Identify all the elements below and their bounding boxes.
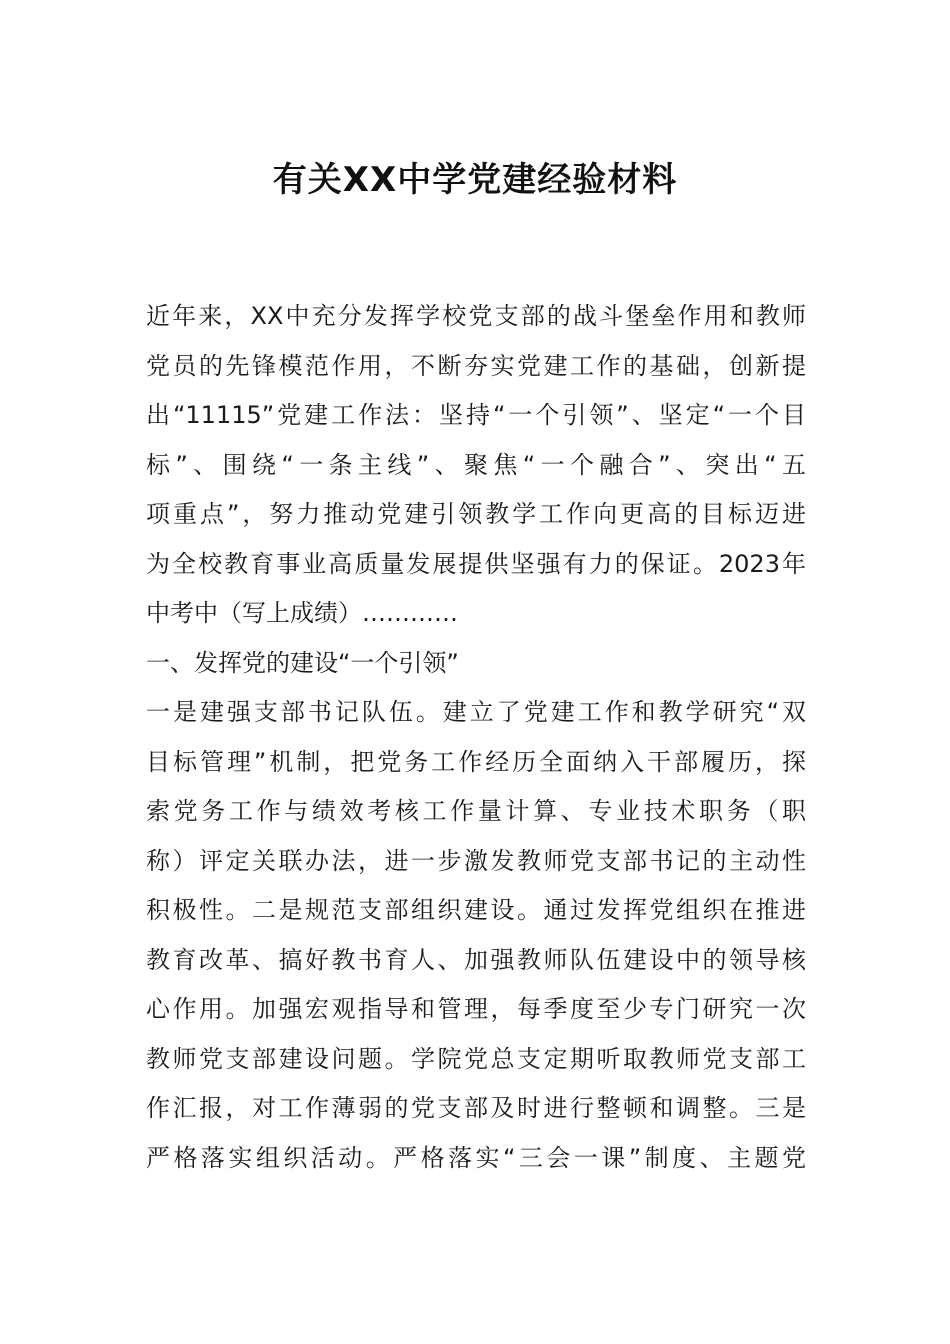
body-line: 称）评定关联办法，进一步激发教师党支部书记的主动性 bbox=[146, 846, 806, 875]
body-line: 教育改革、搞好教书育人、加强教师队伍建设中的领导核 bbox=[146, 945, 806, 974]
body-line: 作汇报，对工作薄弱的党支部及时进行整顿和调整。三是 bbox=[146, 1094, 806, 1122]
section-heading: 一、发挥党的建设“一个引领” bbox=[146, 648, 459, 677]
body-line: 近年来，XX中充分发挥学校党支部的战斗堡垒作用和教师 bbox=[146, 302, 806, 330]
body-line: 出“11115”党建工作法：坚持“一个引领”、坚定“一个目 bbox=[146, 401, 806, 429]
body-line: 积极性。二是规范支部组织建设。通过发挥党组织在推进 bbox=[146, 896, 806, 924]
body-line: 教师党支部建设问题。学院党总支定期听取教师党支部工 bbox=[146, 1044, 806, 1073]
document-body bbox=[146, 292, 806, 1183]
body-line: 心作用。加强宏观指导和管理，每季度至少专门研究一次 bbox=[146, 995, 806, 1023]
body-line: 目标管理”机制，把党务工作经历全面纳入干部履历，探 bbox=[146, 747, 806, 776]
document-title: 有关XX中学党建经验材料 bbox=[272, 160, 678, 200]
body-line: 标”、围绕“一条主线”、聚焦“一个融合”、突出“五 bbox=[146, 450, 806, 479]
body-line: 中考中（写上成绩）………… bbox=[146, 599, 458, 627]
body-line: 一是建强支部书记队伍。建立了党建工作和教学研究“双 bbox=[146, 698, 806, 726]
body-line: 项重点”，努力推动党建引领教学工作向更高的目标迈进 bbox=[146, 500, 806, 528]
body-line: 为全校教育事业高质量发展提供坚强有力的保证。2023年 bbox=[146, 549, 806, 578]
body-line: 严格落实组织活动。严格落实“三会一课”制度、主题党 bbox=[146, 1143, 806, 1172]
body-line: 党员的先锋模范作用，不断夯实党建工作的基础，创新提 bbox=[146, 351, 806, 380]
body-line: 索党务工作与绩效考核工作量计算、专业技术职务（职 bbox=[146, 797, 806, 825]
